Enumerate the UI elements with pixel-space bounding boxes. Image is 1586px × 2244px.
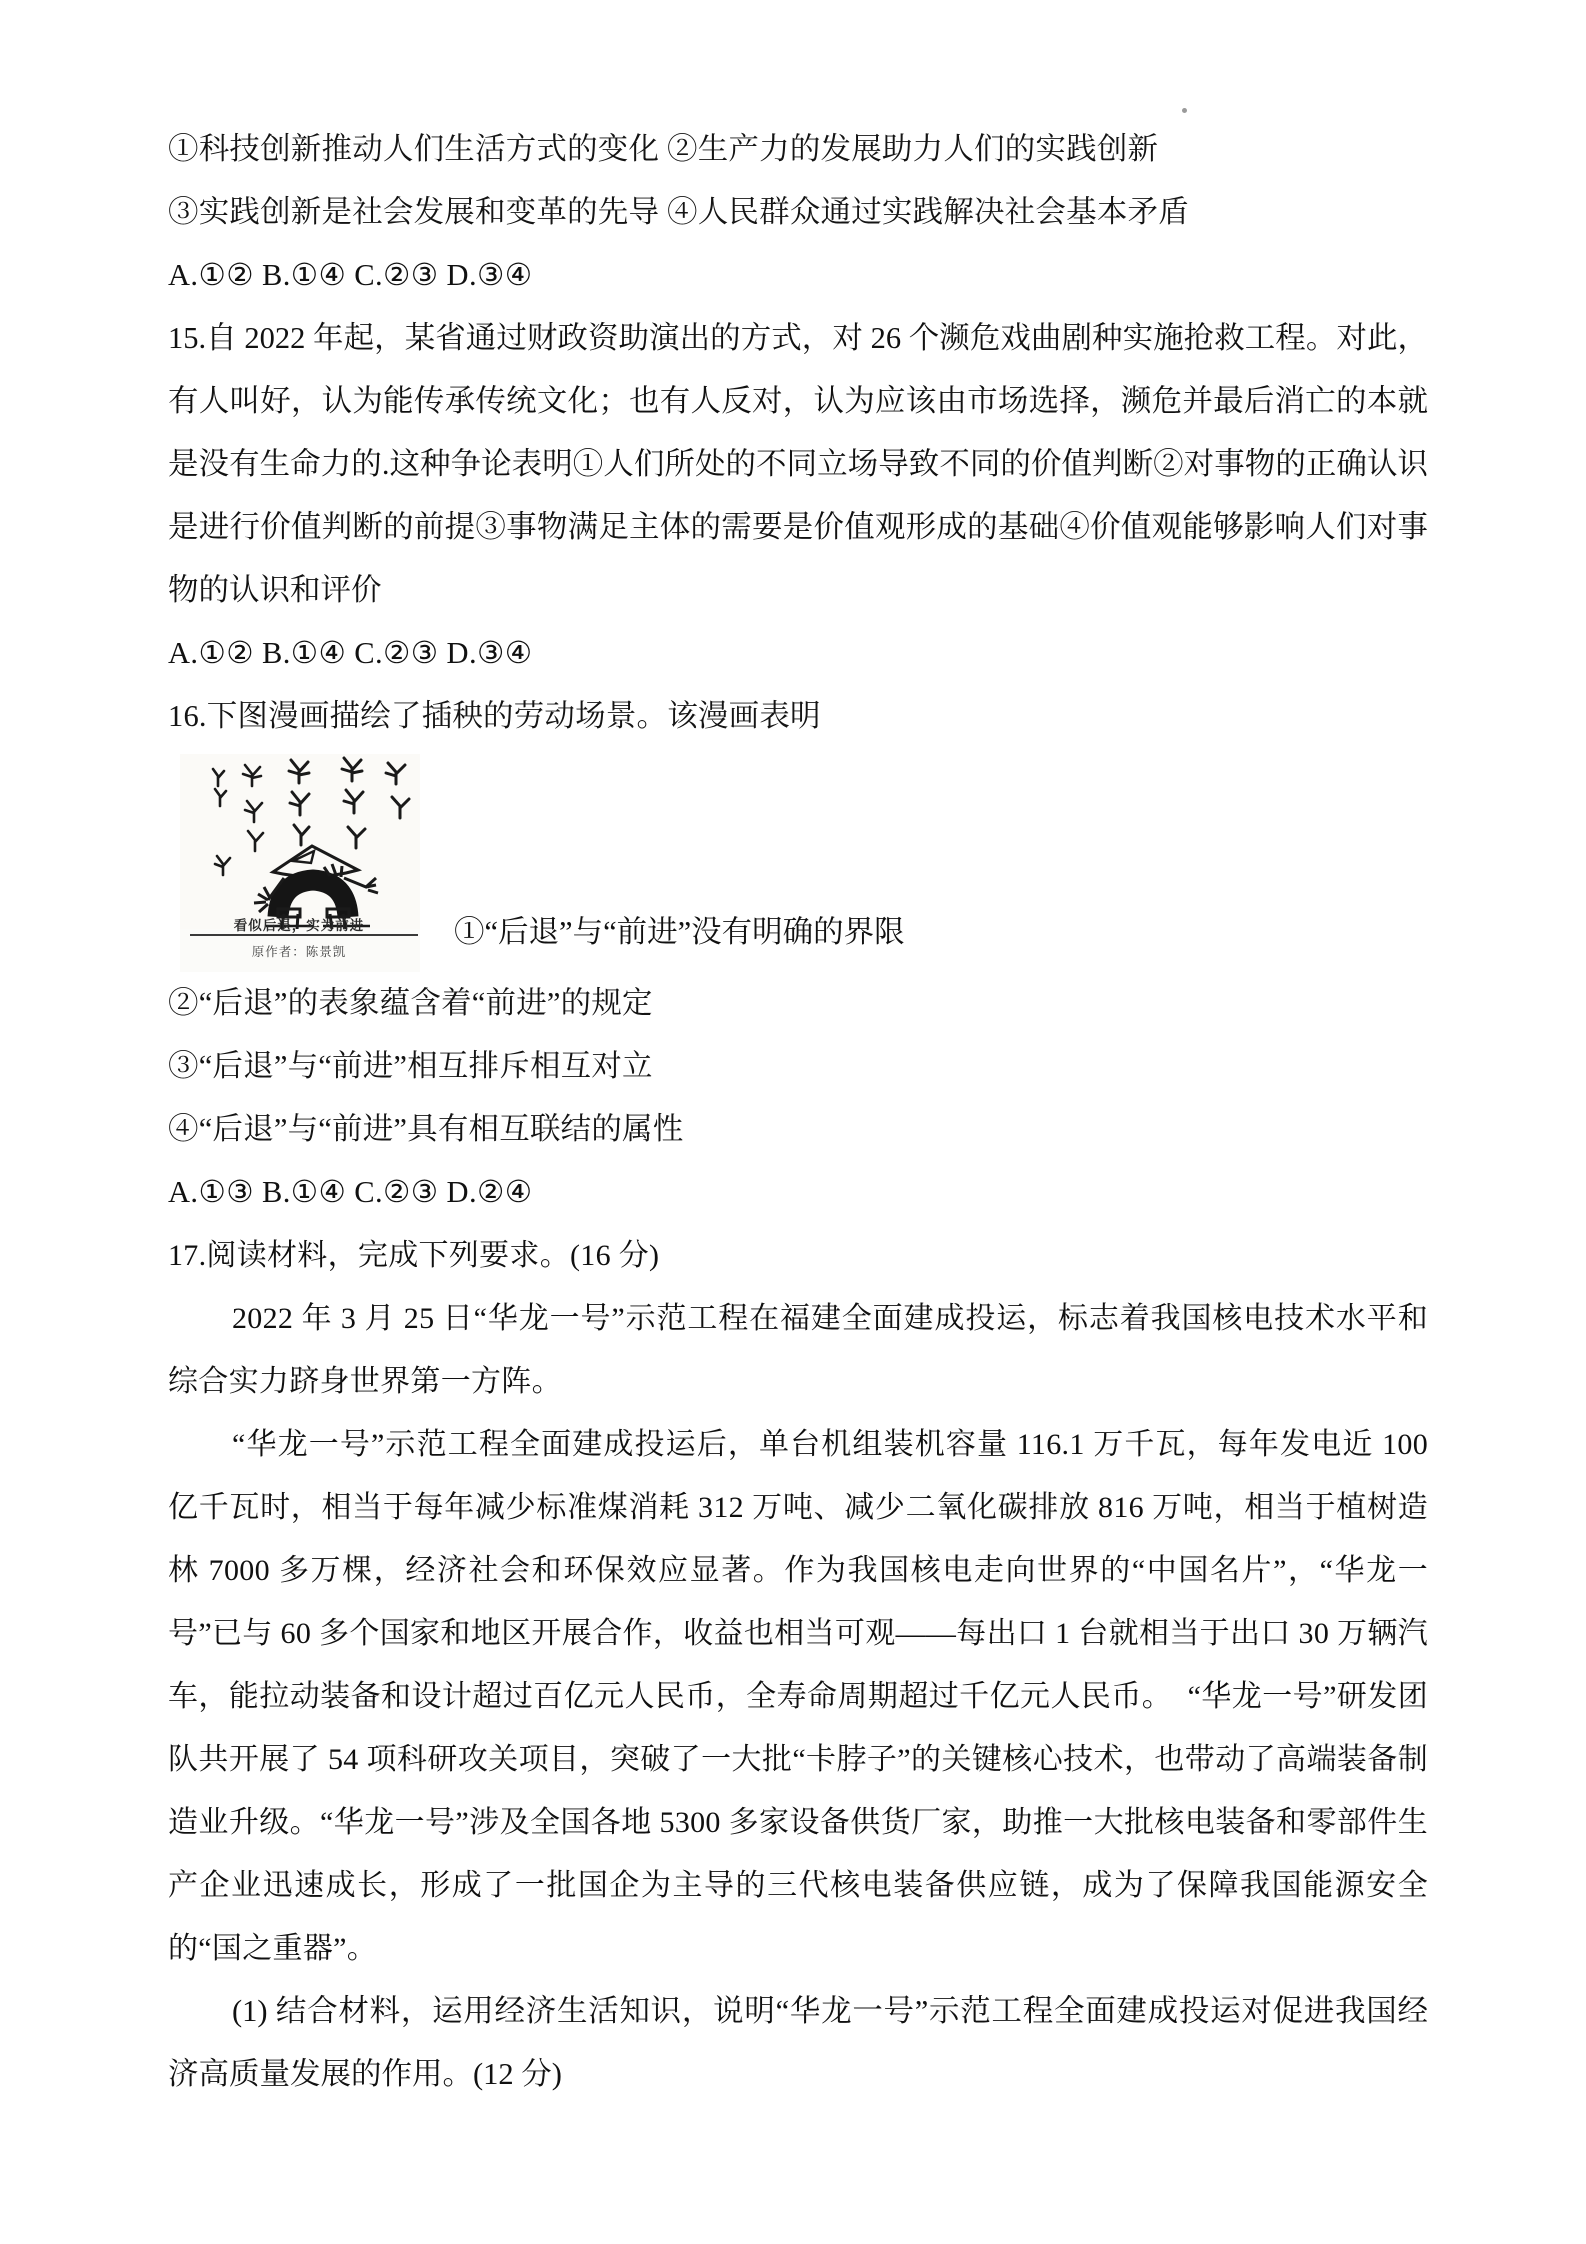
- q16-option-3: ③“后退”与“前进”相互排斥相互对立: [168, 1049, 653, 1083]
- q16-answer-choices: A.①③ B.①④ C.②③ D.②④: [168, 1175, 533, 1209]
- cartoon-divider: [190, 934, 418, 936]
- q17-paragraph-2: “华龙一号”示范工程全面建成投运后，单台机组装机容量 116.1 万千瓦，每年发电近 100 亿千瓦时，相当于每年减少标准煤消耗 312 万吨、减少二氧化碳排放 816 万吨，相当于植树造林 7000 多万棵，经济社会和环保效应显著。作为我国核电走向世界的“中国名片”，“华龙一号”已与 60 多个国家和地区开展合作，收益也相当可观——每出口 1 台就相当于出口 30 万辆汽车，能拉动装备和设计超过百亿元人民币，全寿命周期超过千亿元人民币。 “华龙一号”研发团队共开展了 54 项科研攻关项目，突破了一大批“卡脖子”的关键核心技术，也带动了高端装备制造业升级。“华龙一号”涉及全国各地 5300 多家设备供货厂家，助推一大批核电装备和零部件生产企业迅速成长，形成了一批国企为主导的三代核电装备供应链，成为了保障我国能源安全的“国之重器”。: [168, 1428, 1436, 1965]
- cartoon-caption: 看似后退，实为前进: [233, 918, 365, 933]
- q17-sub-question-1: (1) 结合材料，运用经济生活知识，说明“华龙一号”示范工程全面建成投运对促进我国经济高质量发展的作用。(12 分): [168, 1994, 1428, 2091]
- q17-paragraph-1: 2022 年 3 月 25 日“华龙一号”示范工程在福建全面建成投运，标志着我国核电技术水平和综合实力跻身世界第一方阵。: [168, 1302, 1428, 1398]
- q14-answer-choices: A.①② B.①④ C.②③ D.③④: [168, 258, 533, 292]
- q16-option-2: ②“后退”的表象蕴含着“前进”的规定: [168, 986, 653, 1020]
- page-content: [168, 118, 1436, 2106]
- cartoon-author: 原作者：陈景凯: [251, 945, 347, 959]
- rice-planting-cartoon-icon: [180, 754, 420, 929]
- q16-cartoon-figure: [180, 754, 420, 972]
- page-artifact-dot: [1182, 108, 1187, 113]
- q15-body: 15.自 2022 年起，某省通过财政资助演出的方式，对 26 个濒危戏曲剧种实施抢救工程。对此，有人叫好，认为能传承传统文化；也有人反对，认为应该由市场选择，濒危并最后消亡的本就是没有生命力的.这种争论表明①人们所处的不同立场导致不同的价值判断②对事物的正确认识是进行价值判断的前提③事物满足主体的需要是价值观形成的基础④价值观能够影响人们对事物的认识和评价: [168, 321, 1428, 607]
- q16-option-4: ④“后退”与“前进”具有相互联结的属性: [168, 1112, 684, 1146]
- q17-stem: 17.阅读材料，完成下列要求。(16 分): [168, 1239, 660, 1272]
- q14-option-line-2: ③实践创新是社会发展和变革的先导 ④人民群众通过实践解决社会基本矛盾: [168, 195, 1189, 229]
- q16-option-1: ①“后退”与“前进”没有明确的界限: [454, 915, 905, 949]
- q14-option-line-1: ①科技创新推动人们生活方式的变化 ②生产力的发展助力人们的实践创新: [168, 132, 1159, 166]
- q16-cartoon-row: [168, 748, 1428, 972]
- q16-stem: 16.下图漫画描绘了插秧的劳动场景。该漫画表明: [168, 699, 821, 733]
- q15-answer-choices: A.①② B.①④ C.②③ D.③④: [168, 636, 533, 670]
